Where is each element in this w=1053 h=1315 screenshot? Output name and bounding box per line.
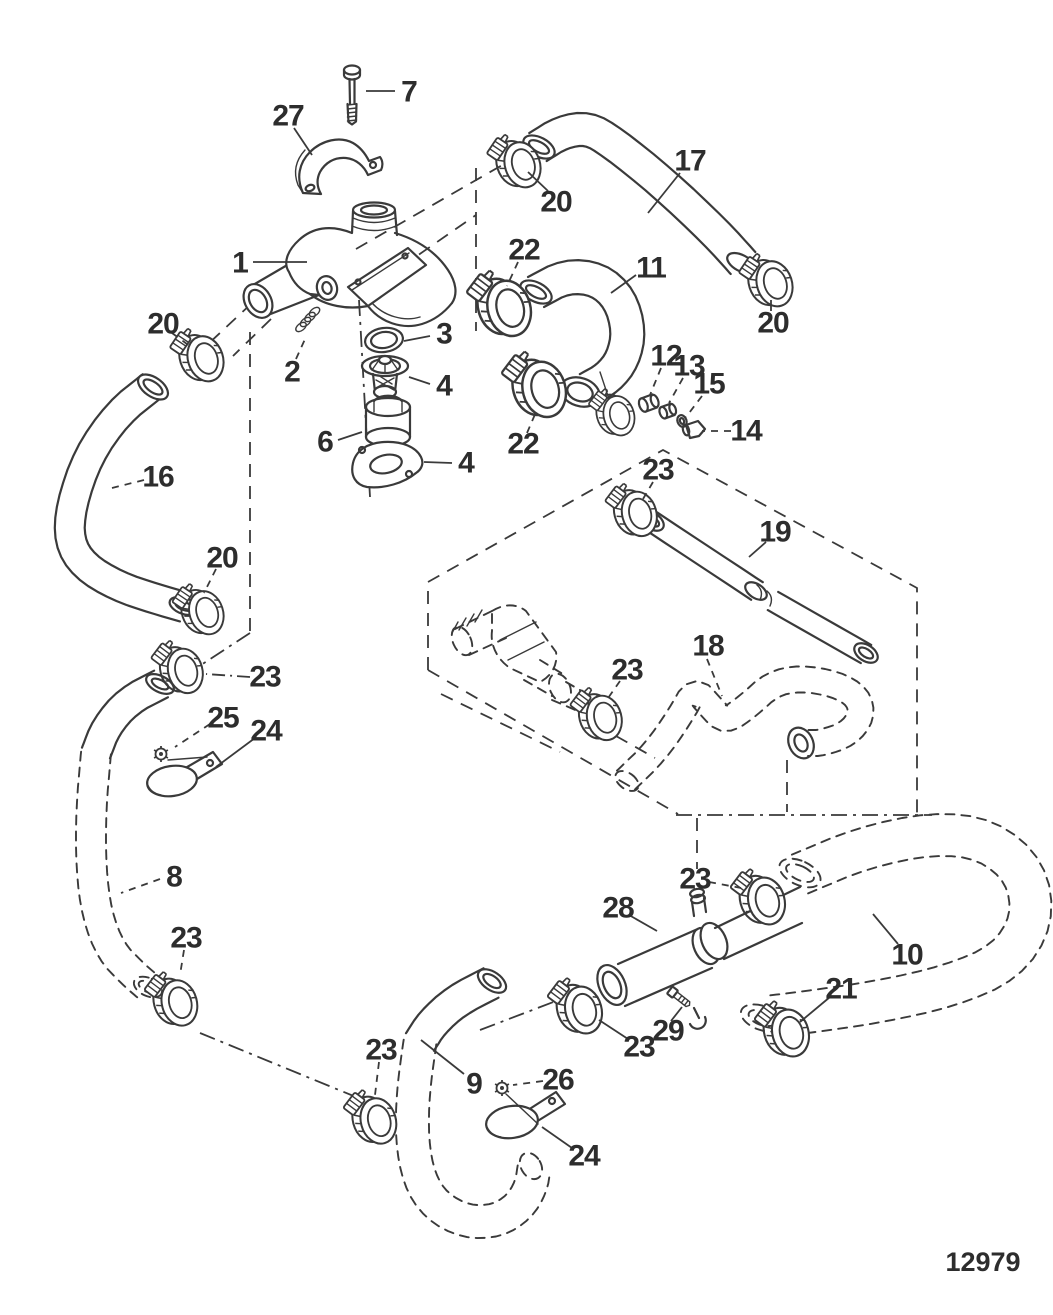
leader-line xyxy=(409,377,430,384)
thermostat xyxy=(362,356,408,398)
leader-line xyxy=(121,879,160,893)
bolt xyxy=(344,66,360,125)
callout-20: 20 xyxy=(540,185,572,219)
callout-11: 11 xyxy=(636,251,666,285)
diagram-parts xyxy=(55,66,1052,1239)
leader-line xyxy=(216,738,255,767)
callout-24: 24 xyxy=(250,714,282,748)
callout-23: 23 xyxy=(170,921,202,955)
hose-clamp xyxy=(750,991,814,1064)
hose-clamp xyxy=(496,339,572,426)
callout-8: 8 xyxy=(166,860,182,894)
callout-16: 16 xyxy=(142,460,174,494)
callout-20: 20 xyxy=(147,307,179,341)
leader-line xyxy=(375,1062,379,1095)
drain-fitting xyxy=(294,306,321,334)
callout-2: 2 xyxy=(284,355,300,389)
callout-24: 24 xyxy=(568,1139,600,1173)
hose-u-right xyxy=(737,814,1051,1038)
callout-23: 23 xyxy=(365,1033,397,1067)
leader-line xyxy=(108,480,144,489)
leader-line xyxy=(338,432,362,440)
callout-25: 25 xyxy=(207,701,239,735)
callout-19: 19 xyxy=(759,515,791,549)
o-ring-seal xyxy=(364,325,405,354)
callout-22: 22 xyxy=(507,427,539,461)
leader-line xyxy=(707,659,722,696)
thermostat-sleeve xyxy=(366,396,410,446)
leader-line xyxy=(175,724,210,747)
leader-line xyxy=(421,1040,464,1074)
leader-line xyxy=(206,674,250,677)
callout-21: 21 xyxy=(825,972,857,1006)
callout-labels xyxy=(108,76,923,1173)
screw xyxy=(495,1080,509,1096)
callout-13: 13 xyxy=(673,349,705,383)
callout-7: 7 xyxy=(401,75,417,109)
callout-27: 27 xyxy=(272,99,304,133)
callout-26: 26 xyxy=(542,1063,574,1097)
thermostat-housing xyxy=(238,203,456,326)
retainer-bracket xyxy=(296,140,383,194)
hose-s-shape xyxy=(612,667,874,796)
callout-10: 10 xyxy=(891,938,923,972)
housing-gasket xyxy=(352,442,422,487)
callout-23: 23 xyxy=(642,453,674,487)
callout-20: 20 xyxy=(757,306,789,340)
elbow-fitting xyxy=(682,421,705,438)
leader-line xyxy=(404,336,430,341)
callout-15: 15 xyxy=(693,367,725,401)
callout-3: 3 xyxy=(436,317,452,351)
callout-6: 6 xyxy=(317,425,333,459)
hose-clamp xyxy=(482,123,546,196)
leader-line xyxy=(513,1081,543,1085)
hose-clamp xyxy=(461,258,537,345)
callout-4: 4 xyxy=(436,369,452,403)
fitting xyxy=(658,403,678,420)
callout-29: 29 xyxy=(652,1014,684,1048)
callout-23: 23 xyxy=(679,862,711,896)
callout-22: 22 xyxy=(508,233,540,267)
fitting xyxy=(637,393,660,413)
screw xyxy=(667,986,692,1008)
hose-clamp xyxy=(726,859,790,932)
construction-lines xyxy=(200,156,932,1097)
callout-4: 4 xyxy=(458,446,474,480)
callout-18: 18 xyxy=(692,629,724,663)
hose-lower-left xyxy=(76,670,177,1001)
hose-clamp xyxy=(339,1080,401,1151)
callout-1: 1 xyxy=(232,246,248,280)
callout-23: 23 xyxy=(623,1030,655,1064)
callout-20: 20 xyxy=(206,541,238,575)
hose-left xyxy=(55,369,201,621)
callout-23: 23 xyxy=(249,660,281,694)
callout-14: 14 xyxy=(730,414,762,448)
hose-clamp xyxy=(734,242,798,315)
callout-12: 12 xyxy=(650,339,682,373)
diagram-number: 12979 xyxy=(945,1247,1021,1277)
leader-line xyxy=(424,462,452,463)
callout-9: 9 xyxy=(466,1067,482,1101)
hose-bottom-center xyxy=(396,964,550,1238)
callout-28: 28 xyxy=(602,891,634,925)
screw xyxy=(154,746,168,762)
callout-17: 17 xyxy=(674,144,706,178)
callout-23: 23 xyxy=(611,653,643,687)
